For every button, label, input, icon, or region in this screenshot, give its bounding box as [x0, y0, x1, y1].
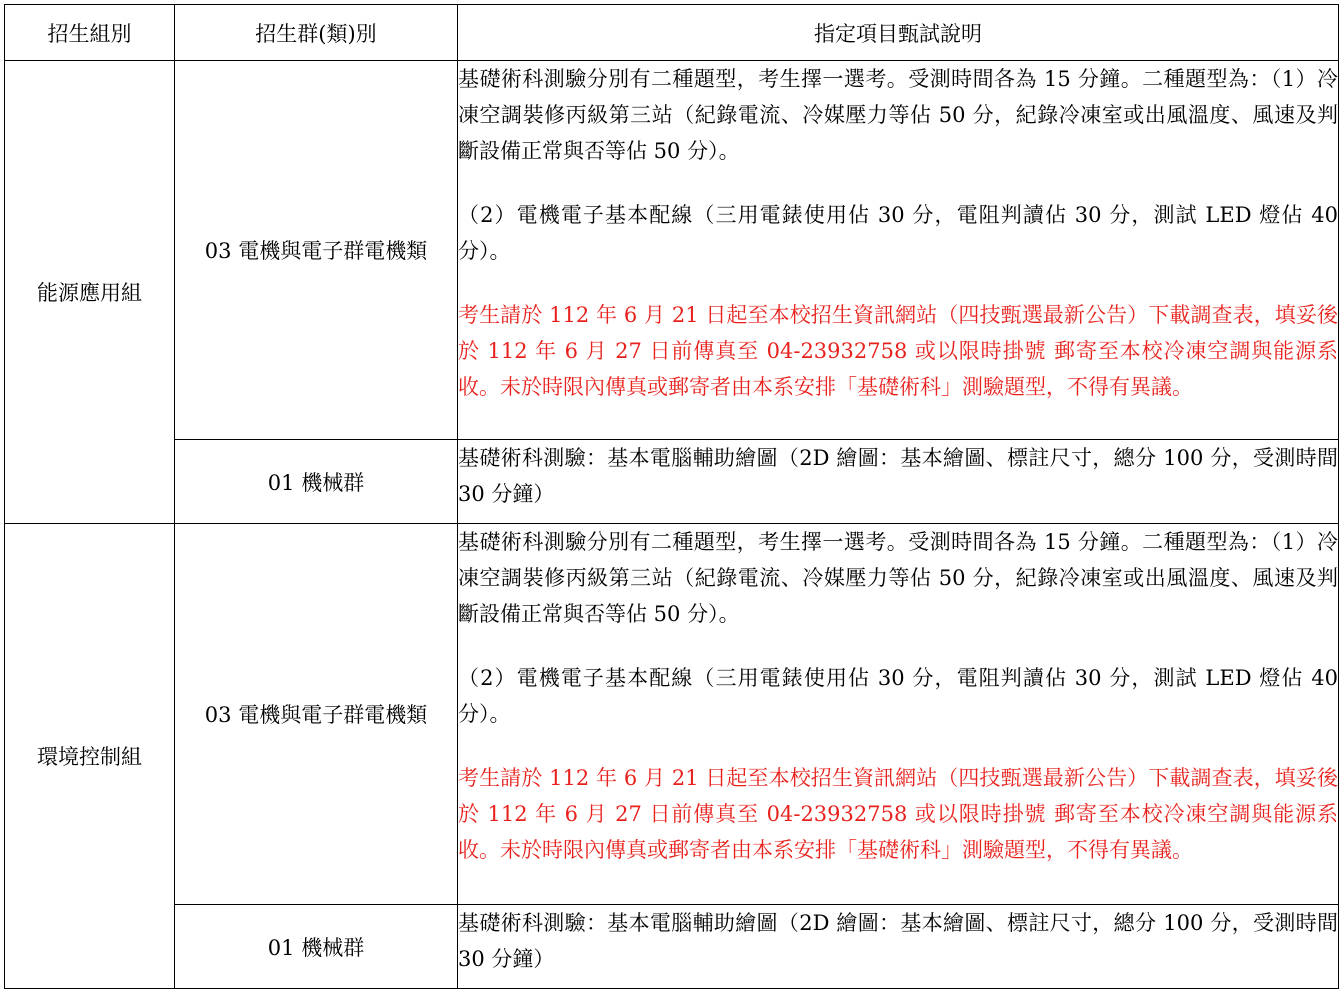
- description-paragraph: 基礎術科測驗：基本電腦輔助繪圖（2D 繪圖：基本繪圖、標註尺寸，總分 100 分，受測時間 30 分鐘）: [458, 446, 1338, 506]
- table-row: [5, 440, 1339, 524]
- description-paragraph: 基礎術科測驗分別有二種題型，考生擇一選考。受測時間各為 15 分鐘。二種題型為：（1）冷凍空調裝修丙級第三站（紀錄電流、冷媒壓力等佔 50 分，紀錄冷凍室或出風溫度、風速及判斷設備正常與否等佔 50 分）。: [458, 67, 1338, 163]
- subgroup-cell: 01 機械群: [175, 905, 458, 989]
- header-subgroup: 招生群(類)別: [175, 5, 458, 61]
- description-paragraph: 基礎術科測驗分別有二種題型，考生擇一選考。受測時間各為 15 分鐘。二種題型為：（1）冷凍空調裝修丙級第三站（紀錄電流、冷媒壓力等佔 50 分，紀錄冷凍室或出風溫度、風速及判斷設備正常與否等佔 50 分）。: [458, 530, 1338, 626]
- header-description: 指定項目甄試說明: [458, 5, 1339, 61]
- description-paragraph: 基礎術科測驗：基本電腦輔助繪圖（2D 繪圖：基本繪圖、標註尺寸，總分 100 分，受測時間 30 分鐘）: [458, 911, 1338, 971]
- description-cell: [458, 905, 1339, 989]
- subgroup-cell: 03 電機與電子群電機類: [175, 524, 458, 905]
- description-cell: [458, 61, 1339, 440]
- group-name-cell: 能源應用組: [5, 61, 175, 524]
- subgroup-cell: 03 電機與電子群電機類: [175, 61, 458, 440]
- subgroup-cell: 01 機械群: [175, 440, 458, 524]
- description-paragraph: （2）電機電子基本配線（三用電錶使用佔 30 分，電阻判讀佔 30 分，測試 LED 燈佔 40 分）。: [458, 666, 1338, 726]
- group-name-cell: 環境控制組: [5, 524, 175, 989]
- header-row: [5, 5, 1339, 61]
- description-cell: [458, 440, 1339, 524]
- table-row: [5, 905, 1339, 989]
- notice-paragraph: 考生請於 112 年 6 月 21 日起至本校招生資訊網站（四技甄選最新公告）下載調查表，填妥後於 112 年 6 月 27 日前傳真至 04-23932758 或以限時掛號 郵寄至本校冷凍空調與能源系收。未於時限內傳真或郵寄者由本系安排「基礎術科」測驗題型，不得有異議。: [458, 303, 1338, 399]
- admission-table: [4, 4, 1339, 989]
- notice-paragraph: 考生請於 112 年 6 月 21 日起至本校招生資訊網站（四技甄選最新公告）下載調查表，填妥後於 112 年 6 月 27 日前傳真至 04-23932758 或以限時掛號 郵寄至本校冷凍空調與能源系收。未於時限內傳真或郵寄者由本系安排「基礎術科」測驗題型，不得有異議。: [458, 766, 1338, 862]
- description-paragraph: （2）電機電子基本配線（三用電錶使用佔 30 分，電阻判讀佔 30 分，測試 LED 燈佔 40 分）。: [458, 203, 1338, 263]
- table-row: [5, 61, 1339, 440]
- header-group: 招生組別: [5, 5, 175, 61]
- description-cell: [458, 524, 1339, 905]
- table-row: [5, 524, 1339, 905]
